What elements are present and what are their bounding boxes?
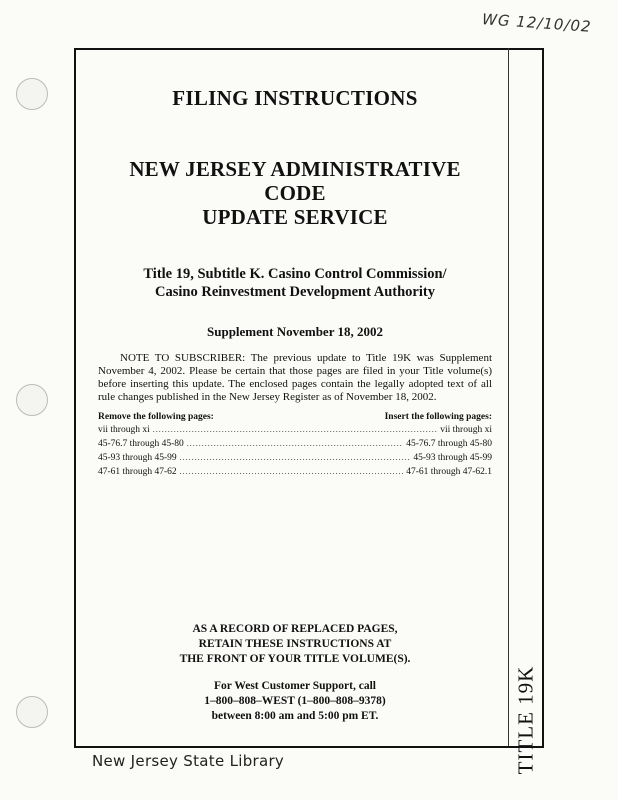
main-content — [98, 86, 492, 479]
record-instructions — [98, 622, 492, 667]
dot-leader — [187, 437, 403, 451]
dot-leader — [180, 451, 411, 465]
punch-hole-bottom — [16, 696, 48, 728]
side-tab — [508, 48, 544, 775]
dot-leader — [153, 423, 438, 437]
table-row — [98, 451, 492, 465]
insert-pages: 45-93 through 45-99 — [413, 453, 492, 463]
supplement-date: Supplement November 18, 2002 — [207, 324, 383, 339]
insert-pages: vii through xi — [440, 425, 492, 435]
punch-hole-top — [16, 78, 48, 110]
page-title: FILING INSTRUCTIONS — [172, 86, 418, 110]
table-row — [98, 465, 492, 479]
insert-header: Insert the following pages: — [384, 412, 492, 422]
pages-table — [98, 411, 492, 479]
side-tab-label: TITLE 19K — [513, 665, 538, 775]
record-line1: AS A RECORD OF REPLACED PAGES, — [192, 623, 398, 635]
table-row — [98, 423, 492, 437]
code-title-line1: NEW JERSEY ADMINISTRATIVE CODE — [129, 157, 461, 205]
dot-leader — [180, 465, 404, 479]
record-line2: RETAIN THESE INSTRUCTIONS AT — [198, 638, 392, 650]
handwritten-annotation: WG 12/10/02 — [481, 10, 593, 36]
code-title — [98, 157, 492, 229]
customer-support — [98, 679, 492, 724]
table-row — [98, 437, 492, 451]
library-stamp: New Jersey State Library — [92, 752, 285, 770]
subscriber-note: NOTE TO SUBSCRIBER: The previous update to Title 19K was Supplement November 4, 2002. Please be certain that those pages are filed in your Title volume(s) before inserting this update. The enclosed pages contain the legally adopted text of all rule changes published in the New Jersey Register as of November 18, 2002. — [98, 352, 492, 403]
remove-header: Remove the following pages: — [98, 412, 214, 422]
support-hours: between 8:00 am and 5:00 pm ET. — [211, 710, 379, 722]
insert-pages: 45-76.7 through 45-80 — [406, 439, 492, 449]
subtitle-line2: Casino Reinvestment Development Authority — [155, 284, 435, 300]
remove-pages: 47-61 through 47-62 — [98, 467, 177, 477]
pages-table-header — [98, 411, 492, 423]
support-phone: 1–800–808–WEST (1–800–808–9378) — [204, 695, 386, 707]
bottom-rule — [74, 746, 544, 748]
remove-pages: 45-76.7 through 45-80 — [98, 439, 184, 449]
insert-pages: 47-61 through 47-62.1 — [406, 467, 492, 477]
code-title-line2: UPDATE SERVICE — [202, 205, 388, 229]
support-line1: For West Customer Support, call — [214, 680, 376, 692]
remove-pages: vii through xi — [98, 425, 150, 435]
punch-hole-middle — [16, 384, 48, 416]
remove-pages: 45-93 through 45-99 — [98, 453, 177, 463]
record-line3: THE FRONT OF YOUR TITLE VOLUME(S). — [179, 653, 411, 665]
subtitle — [98, 265, 492, 301]
subtitle-line1: Title 19, Subtitle K. Casino Control Commission/ — [143, 266, 447, 282]
